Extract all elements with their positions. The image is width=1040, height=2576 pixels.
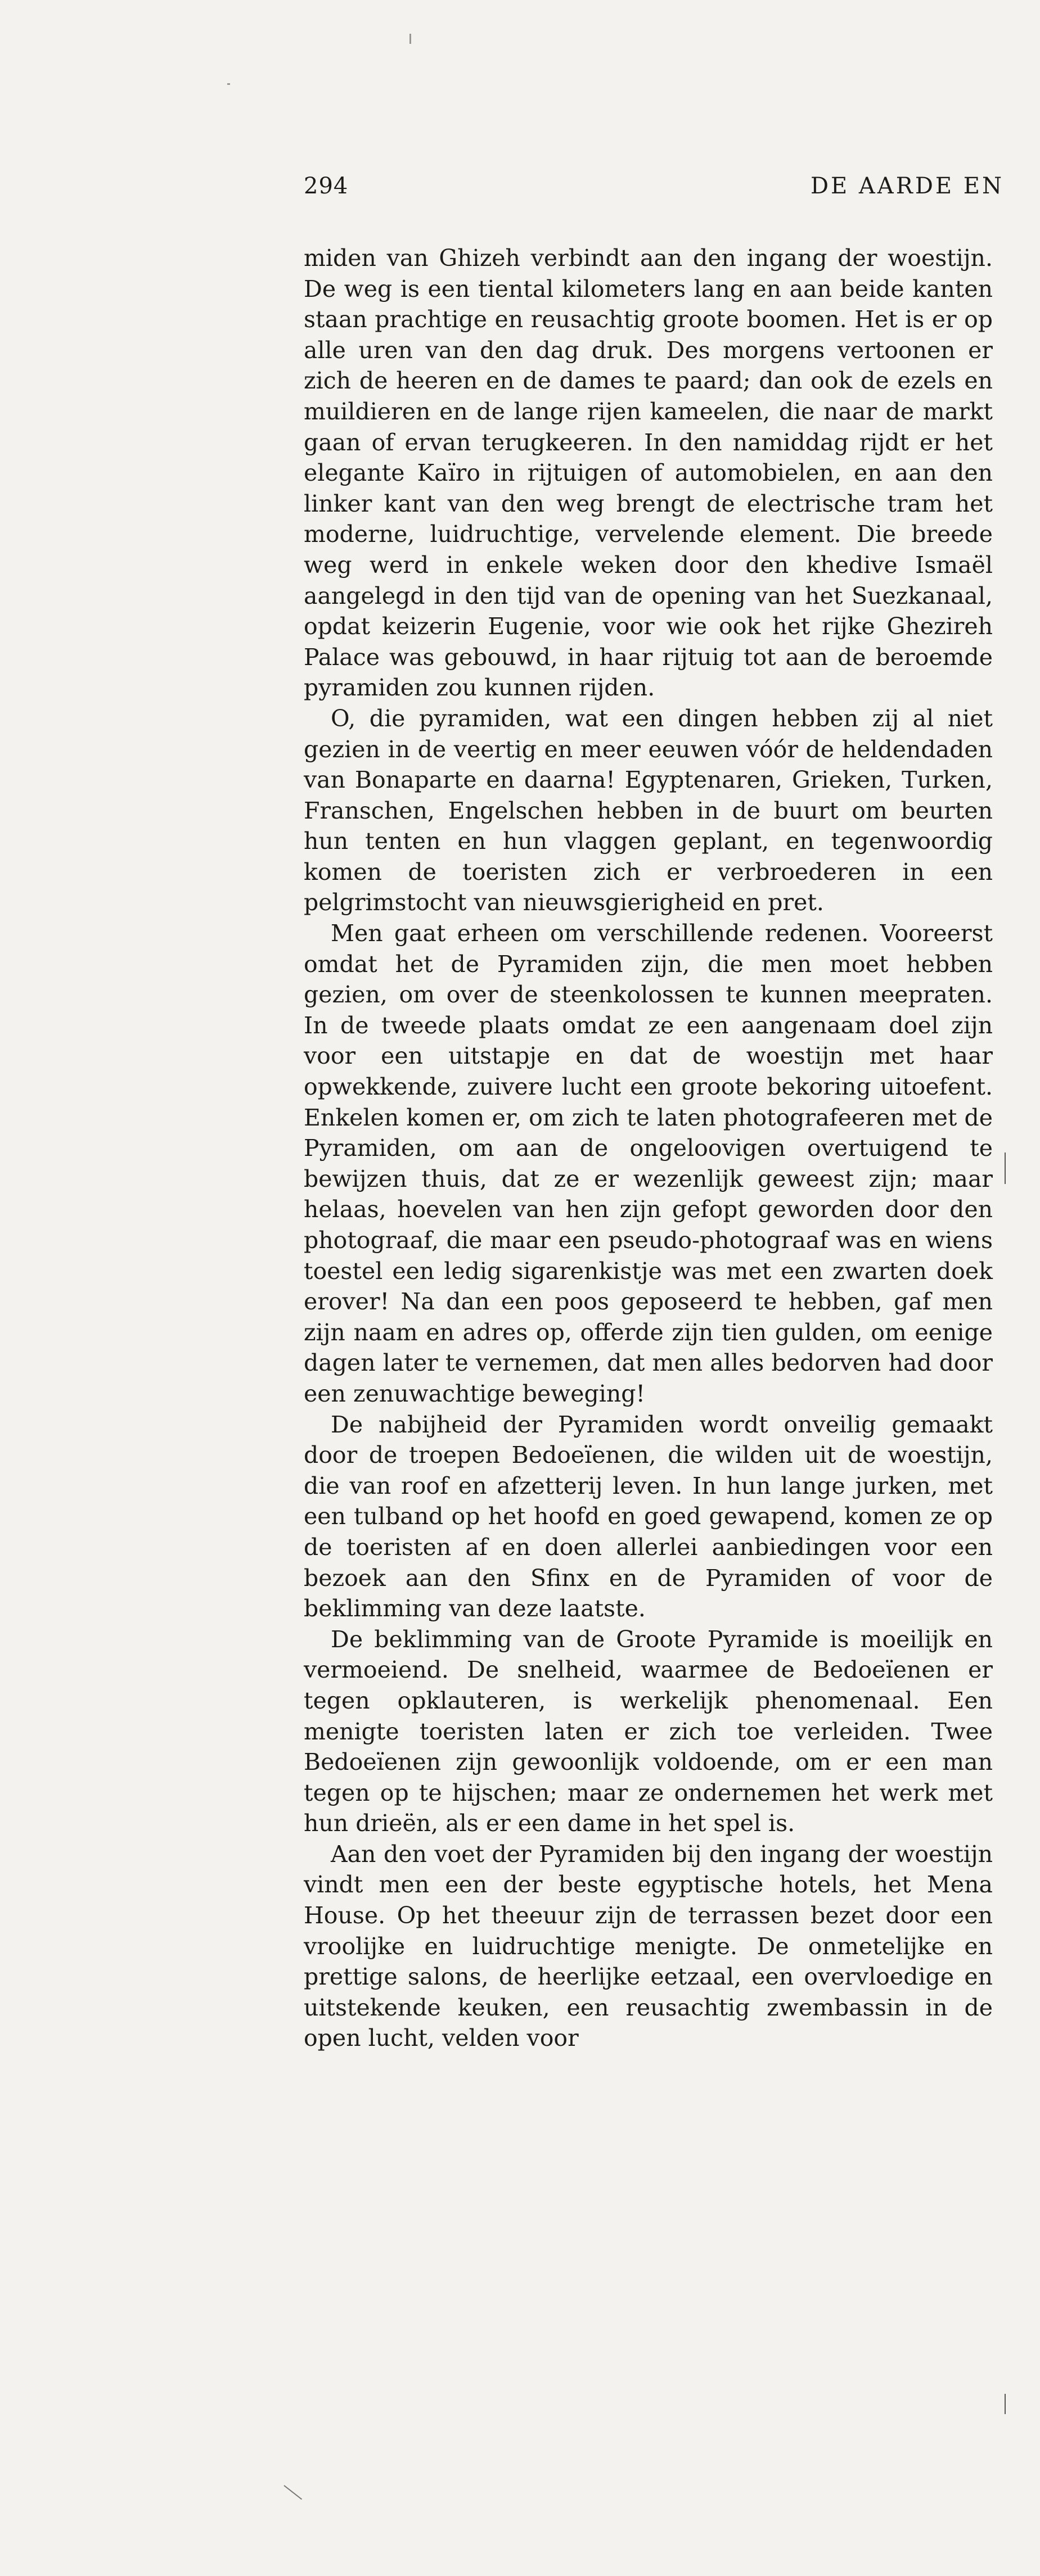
paragraph: De beklimming van de Groote Pyramide is moeilijk en vermoeiend. De snelheid, waarmee de Bedoeïenen er tegen opklauteren, is werkelijk phenomenaal. Een menigte toeristen laten er zich toe verleiden. Twee Bedoeïenen zijn gewoonlijk voldoende, om er een man tegen op te hijschen; maar ze ondernemen het werk met hun drieën, als er een dame in het spel is.	[304, 1625, 993, 1837]
margin-line	[1005, 2394, 1006, 2414]
paragraph: miden van Ghizeh verbindt aan den ingang der woestijn. De weg is een tiental kilometers lang en aan beide kanten staan prachtige en reusachtig groote boomen. Het is er op alle uren van den dag druk. Des morgens vertoonen er zich de heeren en de dames te paard; dan ook de ezels en muildieren en de lange rijen kameelen, die naar de markt gaan of ervan terugkeeren. In den namiddag rijdt er het elegante Kaïro in rijtuigen of automobielen, en aan den linker kant van den weg brengt de electrische tram het moderne, luidruchtige, vervelende element. Die breede weg werd in enkele weken door den khedive Ismaël aangelegd in den tijd van de opening van het Suezkanaal, opdat keizerin Eugenie, voor wie ook het rijke Ghezireh Palace was gebouwd, in haar rijtuig tot aan de beroemde pyramiden zou kunnen rijden.	[304, 245, 993, 702]
paragraph: Aan den voet der Pyramiden bij den ingang der woestijn vindt men een der beste egyptische hotels, het Mena House. Op het theeuur zijn de terrassen bezet door een vroolijke en luidruchtige menigte. De onmetelijke en prettige salons, de heerlijke eetzaal, een overvloedige en uitstekende keuken, een reusachtig zwembassin in de open lucht, velden voor	[304, 1840, 993, 2052]
margin-line	[1005, 1153, 1006, 1184]
page-number: 294	[304, 173, 349, 199]
running-head: DE AARDE EN	[810, 173, 1004, 199]
paragraph: O, die pyramiden, wat een dingen hebben zij al niet gezien in de veertig en meer eeuwen vóór de heldendaden van Bonaparte en daarna! Egyptenaren, Grieken, Turken, Franschen, Engelschen hebben in de buurt om beurten hun tenten en hun vlaggen geplant, en tegenwoordig komen de toeristen zich er verbroederen in een pelgrimstocht van nieuwsgierigheid en pret.	[304, 704, 993, 916]
scan-mark	[283, 2485, 302, 2500]
scan-mark	[227, 83, 230, 85]
paragraph: De nabijheid der Pyramiden wordt onveilig gemaakt door de troepen Bedoeïenen, die wilden uit de woestijn, die van roof en afzetterij leven. In hun lange jurken, met een tulband op het hoofd en goed gewapend, komen ze op de toeristen af en doen allerlei aanbiedingen voor een bezoek aan den Sfinx en de Pyramiden of voor de beklimming van deze laatste.	[304, 1411, 993, 1623]
page-header	[304, 173, 1004, 207]
scan-mark	[409, 34, 411, 44]
body-text	[304, 243, 993, 2054]
paragraph: Men gaat erheen om verschillende redenen. Vooreerst omdat het de Pyramiden zijn, die men moet hebben gezien, om over de steenkolossen te kunnen meepraten. In de tweede plaats omdat ze een aangenaam doel zijn voor een uitstapje en dat de woestijn met haar opwekkende, zuivere lucht een groote bekoring uitoefent. Enkelen komen er, om zich te laten photografeeren met de Pyramiden, om aan de ongeloovigen overtuigend te bewijzen thuis, dat ze er wezenlijk geweest zijn; maar helaas, hoevelen van hen zijn gefopt geworden door den photograaf, die maar een pseudo-photograaf was en wiens toestel een ledig sigarenkistje was met een zwarten doek erover! Na dan een poos geposeerd te hebben, gaf men zijn naam en adres op, offerde zijn tien gulden, om eenige dagen later te vernemen, dat men alles bedorven had door een zenuwachtige beweging!	[304, 920, 993, 1407]
